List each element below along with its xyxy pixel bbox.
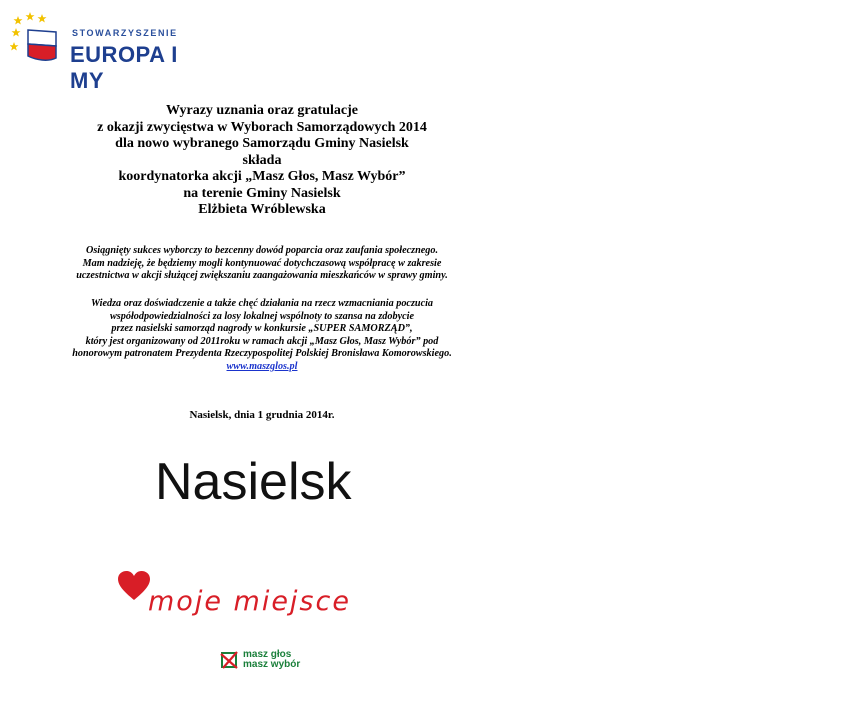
heading-line: koordynatorka akcji „Masz Głos, Masz Wybór”: [118, 169, 406, 184]
heading-line: na terenie Gminy Nasielsk: [183, 185, 341, 201]
paragraph-line: Osiągnięty sukces wyborczy to bezcenny dowód poparcia oraz zaufania społecznego.: [85, 245, 439, 256]
heading-line: dla nowo wybranego Samorządu Gminy Nasielsk: [115, 136, 409, 151]
paragraph-success: [20, 245, 504, 283]
dateline: Nasielsk, dnia 1 grudnia 2014r.: [189, 409, 335, 421]
masz-wybor-line: masz wybór: [243, 659, 301, 670]
masz-glos-logo: [243, 650, 300, 670]
paragraph-line: Mam nadzieję, że będziemy mogli kontynuować dotychczasową współpracę w zakresie: [82, 257, 442, 269]
logo-title: EUROPA I MY: [70, 42, 178, 93]
heading-line: składa: [242, 152, 282, 168]
heart-icon: [117, 570, 151, 602]
heading-line-signatory: Elżbieta Wróblewska: [198, 202, 326, 217]
paragraph-line: honorowym patronatem Prezydenta Rzeczypospolitej Polskiej Bronisława Komorowskiego.: [72, 348, 452, 360]
europa-i-my-logo: [10, 12, 190, 93]
masz-glos-line: masz głos: [243, 649, 292, 660]
paragraph-line: Wiedza oraz doświadczenie a także chęć działania na rzecz wzmacniania poczucia: [90, 298, 434, 309]
paragraph-line: uczestnictwa w akcji służącej zwiększaniu zaangażowania mieszkańców w sprawy gminy.: [76, 270, 448, 282]
city-name: Nasielsk: [155, 453, 352, 511]
heading-line: Wyrazy uznania oraz gratulacje: [166, 103, 358, 118]
logo-subtitle: STOWARZYSZENIE: [72, 28, 178, 38]
ballot-check-icon: [220, 650, 240, 670]
paragraph-line: który jest organizowany od 2011roku w ramach akcji „Masz Głos, Masz Wybór” pod: [85, 335, 439, 347]
paragraph-line: współodpowiedzialności za losy lokalnej wspólnoty to szansa na zdobycie: [110, 310, 414, 322]
paragraph-line: przez nasielski samorząd nagrody w konkursie „SUPER SAMORZĄD”,: [111, 323, 413, 335]
maszglos-link[interactable]: www.maszglos.pl: [226, 360, 298, 372]
congratulations-heading: [20, 103, 504, 219]
paragraph-competition: [20, 298, 504, 374]
heading-line: z okazji zwycięstwa w Wyborach Samorządowych 2014: [97, 119, 427, 135]
eu-stars-flag-icon: [10, 12, 70, 68]
tagline: moje miejsce: [148, 586, 351, 617]
